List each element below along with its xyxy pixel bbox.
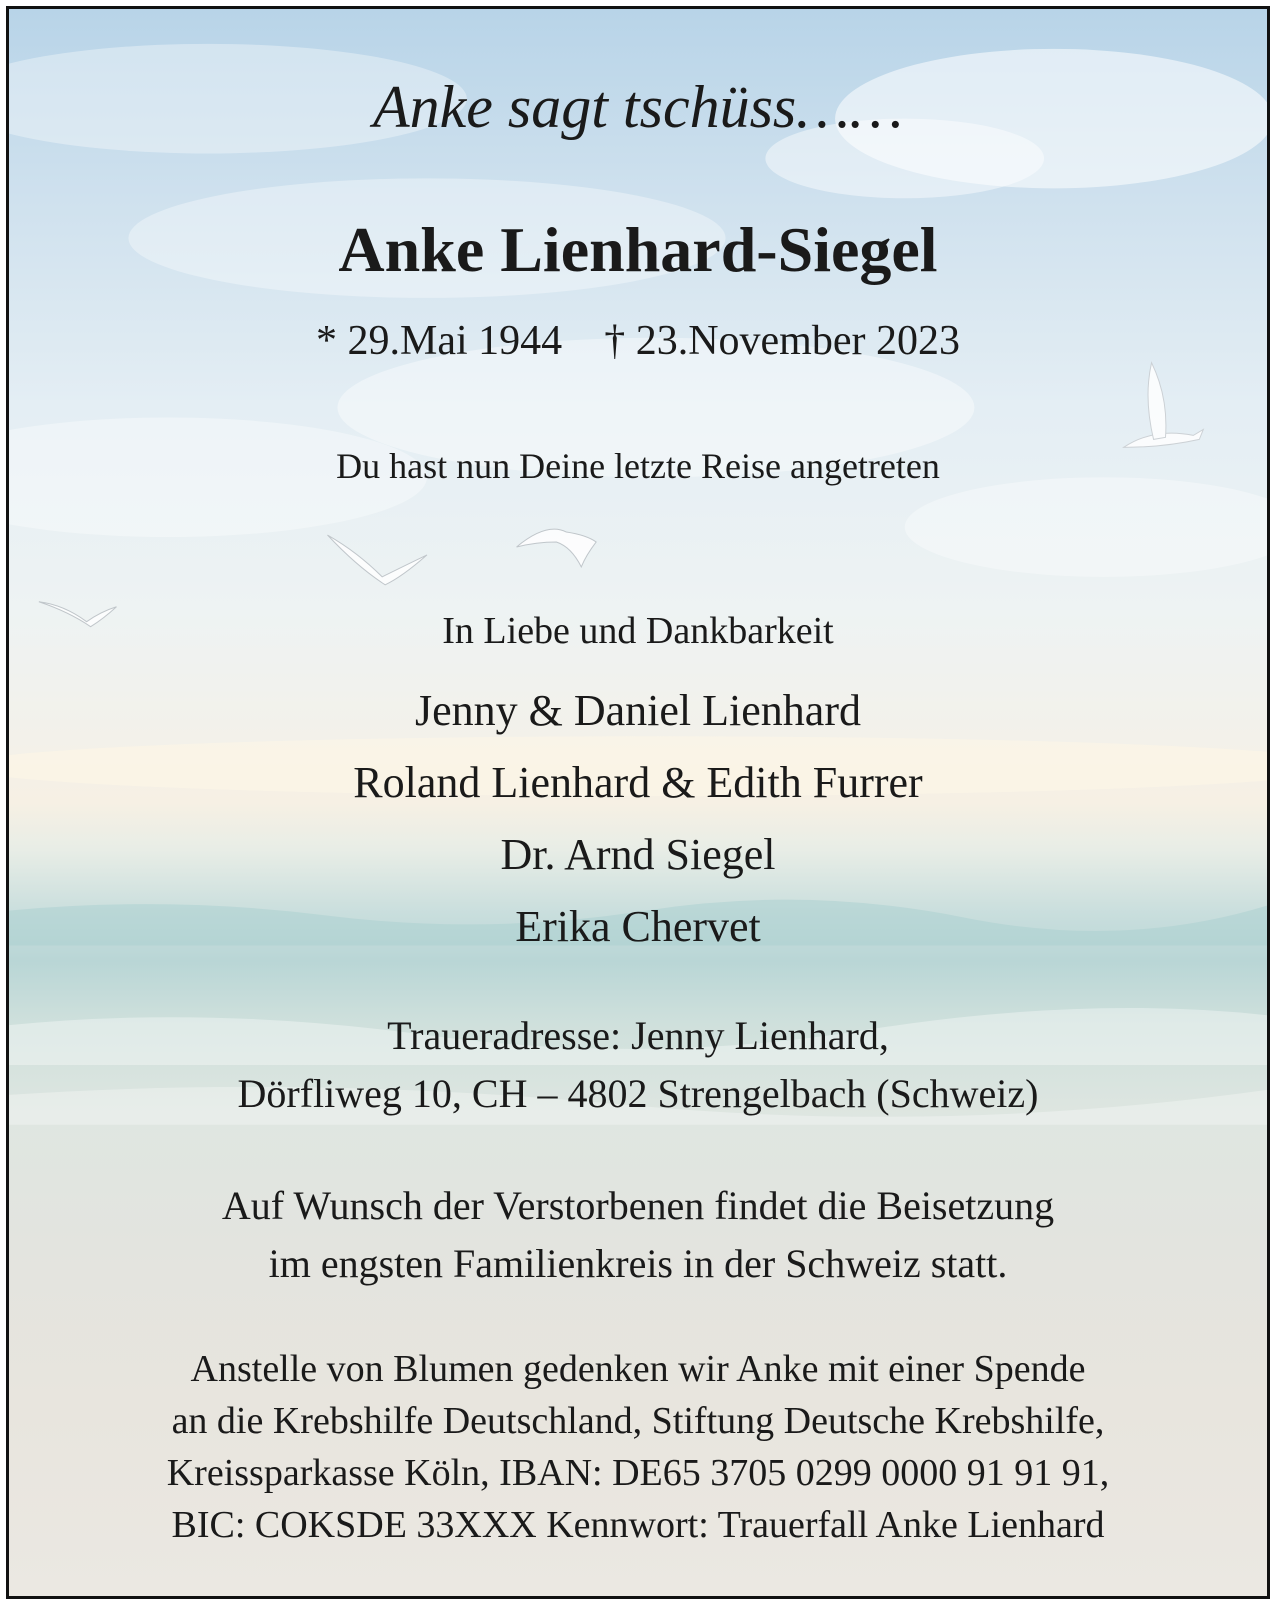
mourner-name: Jenny & Daniel Lienhard <box>415 686 861 735</box>
burial-line: im engsten Familienkreis in der Schweiz statt. <box>268 1241 1008 1286</box>
mourning-address <box>9 1007 1267 1123</box>
donation-line: an die Krebshilfe Deutschland, Stiftung Deutsche Krebshilfe, <box>171 1400 1105 1442</box>
birth-date: * 29.Mai 1944 <box>316 318 563 364</box>
life-dates <box>9 317 1267 365</box>
death-date: † 23.November 2023 <box>604 318 960 364</box>
burial-line: Auf Wunsch der Verstorbenen findet die Beisetzung <box>221 1183 1055 1228</box>
obituary-notice <box>6 6 1270 1599</box>
burial-note <box>9 1177 1267 1293</box>
farewell-text: Du hast nun Deine letzte Reise angetreten <box>336 446 940 486</box>
mourner-name: Dr. Arnd Siegel <box>500 830 776 879</box>
mourners-list <box>9 675 1267 963</box>
deceased-name: Anke Lienhard-Siegel <box>338 214 938 285</box>
donation-line: Kreissparkasse Köln, IBAN: DE65 3705 0299 0000 91 91 91, <box>166 1452 1110 1494</box>
mourner-name: Erika Chervet <box>515 902 761 951</box>
donation-note <box>9 1343 1267 1551</box>
headline: Anke sagt tschüss…… <box>373 74 903 140</box>
address-line: Traueradresse: Jenny Lienhard, <box>387 1013 889 1058</box>
donation-line: Anstelle von Blumen gedenken wir Anke mit einer Spende <box>190 1348 1086 1390</box>
address-line: Dörfliweg 10, CH – 4802 Strengelbach (Schweiz) <box>237 1071 1039 1116</box>
love-line: In Liebe und Dankbarkeit <box>442 610 834 652</box>
donation-line: BIC: COKSDE 33XXX Kennwort: Trauerfall Anke Lienhard <box>171 1504 1105 1546</box>
mourner-name: Roland Lienhard & Edith Furrer <box>353 758 923 807</box>
